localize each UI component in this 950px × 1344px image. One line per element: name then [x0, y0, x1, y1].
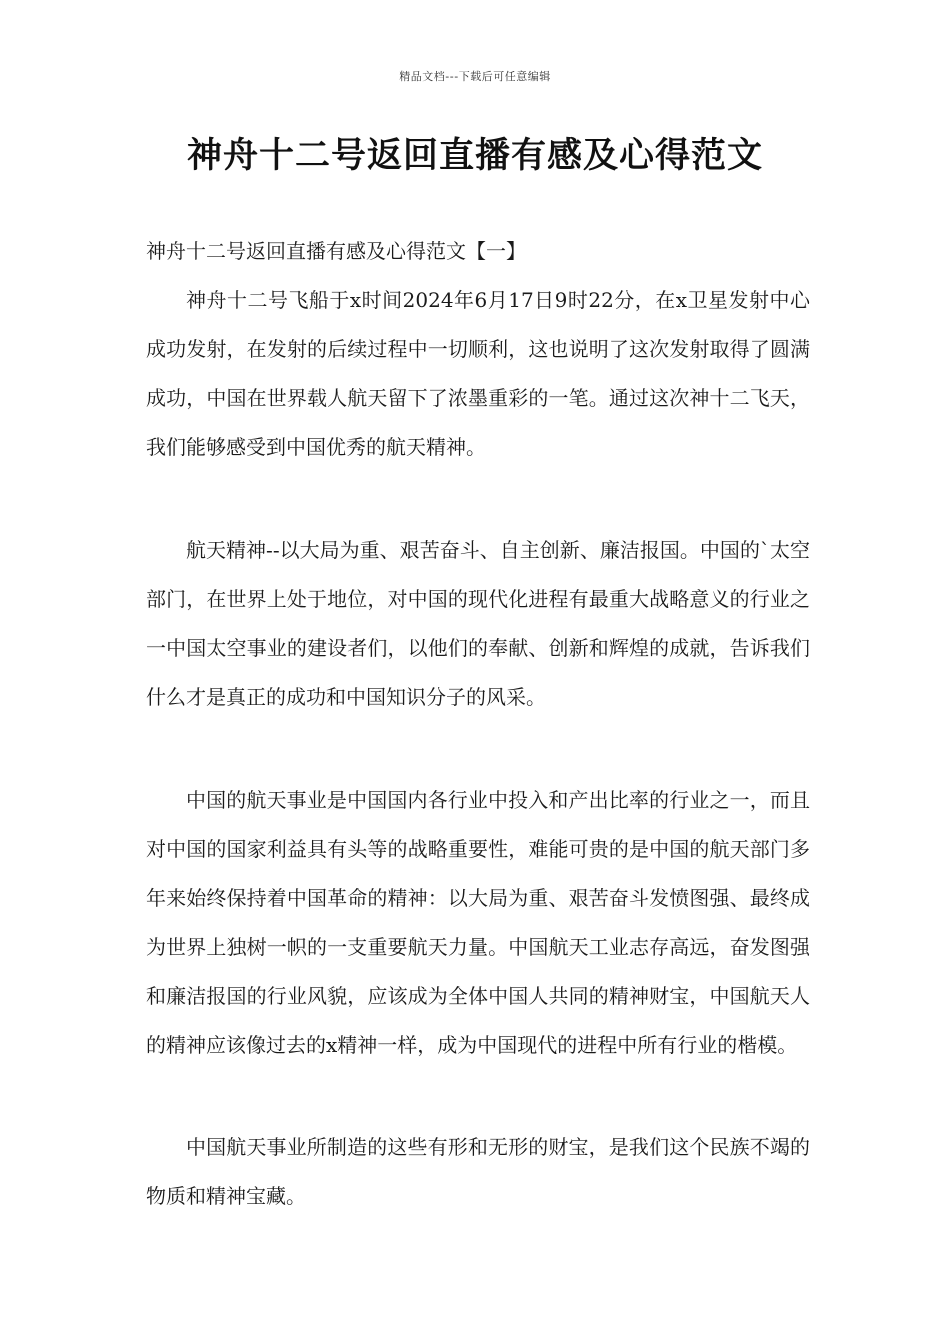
paragraph-4: 中国航天事业所制造的这些有形和无形的财宝，是我们这个民族不竭的物质和精神宝藏。 — [146, 1135, 810, 1208]
paragraph-3: 中国的航天事业是中国国内各行业中投入和产出比率的行业之一，而且对中国的国家利益具有头等的战略重要性，难能可贵的是中国的航天部门多年来始终保持着中国革命的精神：以大局为重、艰苦奋斗发愤图强、最终成为世界上独树一帜的一支重要航天力量。中国航天工业志存高远，奋发图强和廉洁报国的行业风貌，应该成为全体中国人共同的精神财宝，中国航天人的精神应该像过去的x精神一样，成为中国现代的进程中所有行业的楷模。 — [146, 788, 810, 1057]
page-title: 神舟十二号返回直播有感及心得范文 — [186, 136, 763, 176]
section-heading: 神舟十二号返回直播有感及心得范文【一】 — [146, 239, 526, 263]
paragraph-2: 航天精神--以大局为重、艰苦奋斗、自主创新、廉洁报国。中国的`太空部门，在世界上处于地位，对中国的现代化进程有最重大战略意义的行业之一中国太空事业的建设者们，以他们的奉献、创新和辉煌的成就，告诉我们什么才是真正的成功和中国知识分子的风采。 — [146, 538, 810, 709]
header-note: 精品文档---下载后可任意编辑 — [399, 70, 551, 83]
paragraph-1: 神舟十二号飞船于x时间2024年6月17日9时22分，在x卫星发射中心成功发射，在发射的后续过程中一切顺利，这也说明了这次发射取得了圆满成功，中国在世界载人航天留下了浓墨重彩的一笔。通过这次神十二飞天，我们能够感受到中国优秀的航天精神。 — [146, 288, 810, 459]
